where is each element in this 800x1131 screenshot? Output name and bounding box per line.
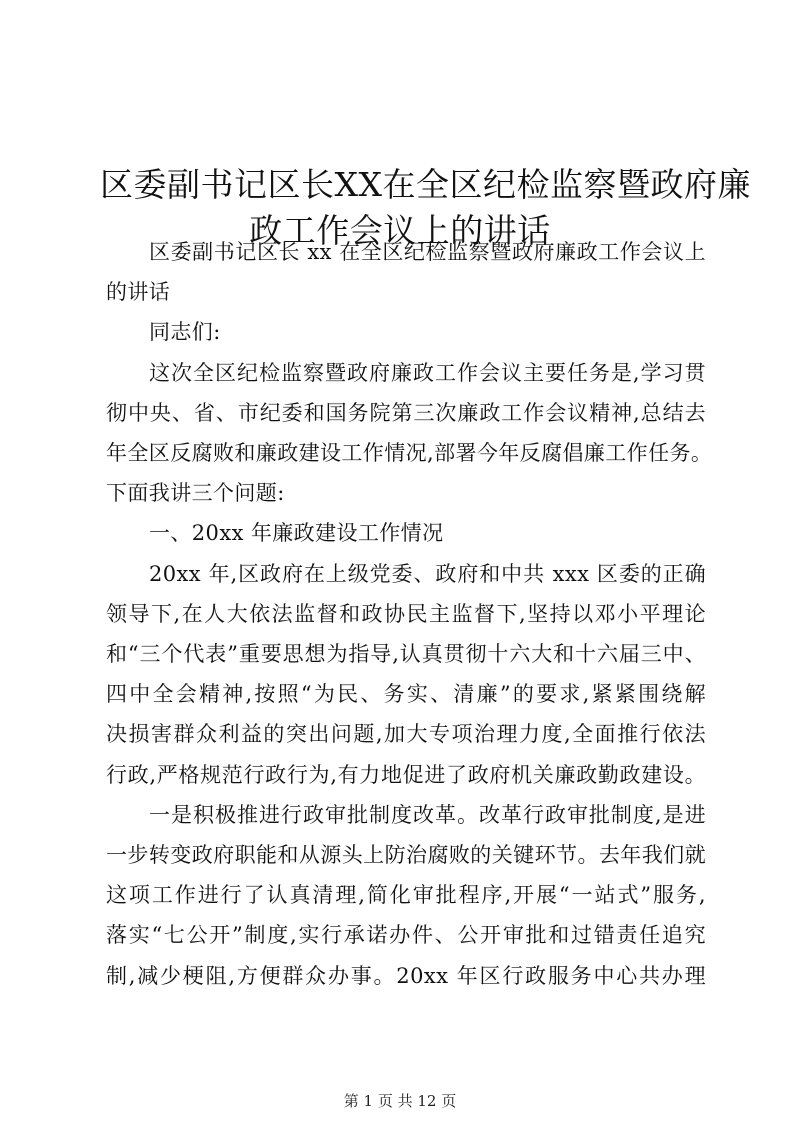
page-number-footer: 第 1 页 共 12 页	[343, 1092, 457, 1110]
text-line: 这次全区纪检监察暨政府廉政工作会议主要任务是,学习贯	[149, 360, 706, 385]
paragraph-summary	[106, 554, 706, 795]
text-line: 和“三个代表”重要思想为指导,认真贯彻十六大和十六届三中、	[106, 642, 706, 667]
text-line: 一步转变政府职能和从源头上防治腐败的关键环节。去年我们就	[106, 843, 706, 868]
paragraph-approval-reform	[106, 795, 706, 996]
text-line: 这项工作进行了认真清理,简化审批程序,开展“一站式”服务,	[106, 883, 706, 908]
text-line: 的讲话	[106, 280, 171, 305]
title-line-1: 区委副书记区长XX在全区纪检监察暨政府廉	[100, 165, 751, 205]
text-line: 一是积极推进行政审批制度改革。改革行政审批制度,是进	[149, 802, 706, 827]
text-line: 领导下,在人大依法监督和政协民主监督下,坚持以邓小平理论	[106, 601, 706, 626]
text-line: 行政,严格规范行政行为,有力地促进了政府机关廉政勤政建设。	[106, 762, 706, 787]
text-line: 年全区反腐败和廉政建设工作情况,部署今年反腐倡廉工作任务。	[106, 441, 713, 466]
text-line: 20xx 年,区政府在上级党委、政府和中共 xxx 区委的正确	[149, 561, 706, 586]
text-line: 下面我讲三个问题:	[106, 481, 285, 506]
text-line: 决损害群众利益的突出问题,加大专项治理力度,全面推行依法	[106, 722, 706, 747]
text-line: 同志们:	[149, 320, 221, 345]
text-line: 落实“七公开”制度,实行承诺办件、公开审批和过错责任追究	[106, 923, 706, 948]
text-line: 彻中央、省、市纪委和国务院第三次廉政工作会议精神,总结去	[106, 400, 706, 425]
document-body	[106, 232, 713, 996]
text-line: 区委副书记区长 xx 在全区纪检监察暨政府廉政工作会议上	[149, 240, 706, 264]
paragraph-subtitle	[106, 232, 706, 312]
text-line: 一、20xx 年廉政建设工作情况	[149, 521, 444, 546]
text-line: 四中全会精神,按照“为民、务实、清廉”的要求,紧紧围绕解	[106, 682, 706, 707]
paragraph-salutation	[106, 312, 706, 352]
text-line: 制,减少梗阻,方便群众办事。20xx 年区行政服务中心共办理	[106, 963, 706, 988]
title-line-2: 政工作会议上的讲话	[249, 211, 551, 251]
section-heading	[106, 513, 706, 553]
paragraph-intro	[106, 353, 713, 514]
